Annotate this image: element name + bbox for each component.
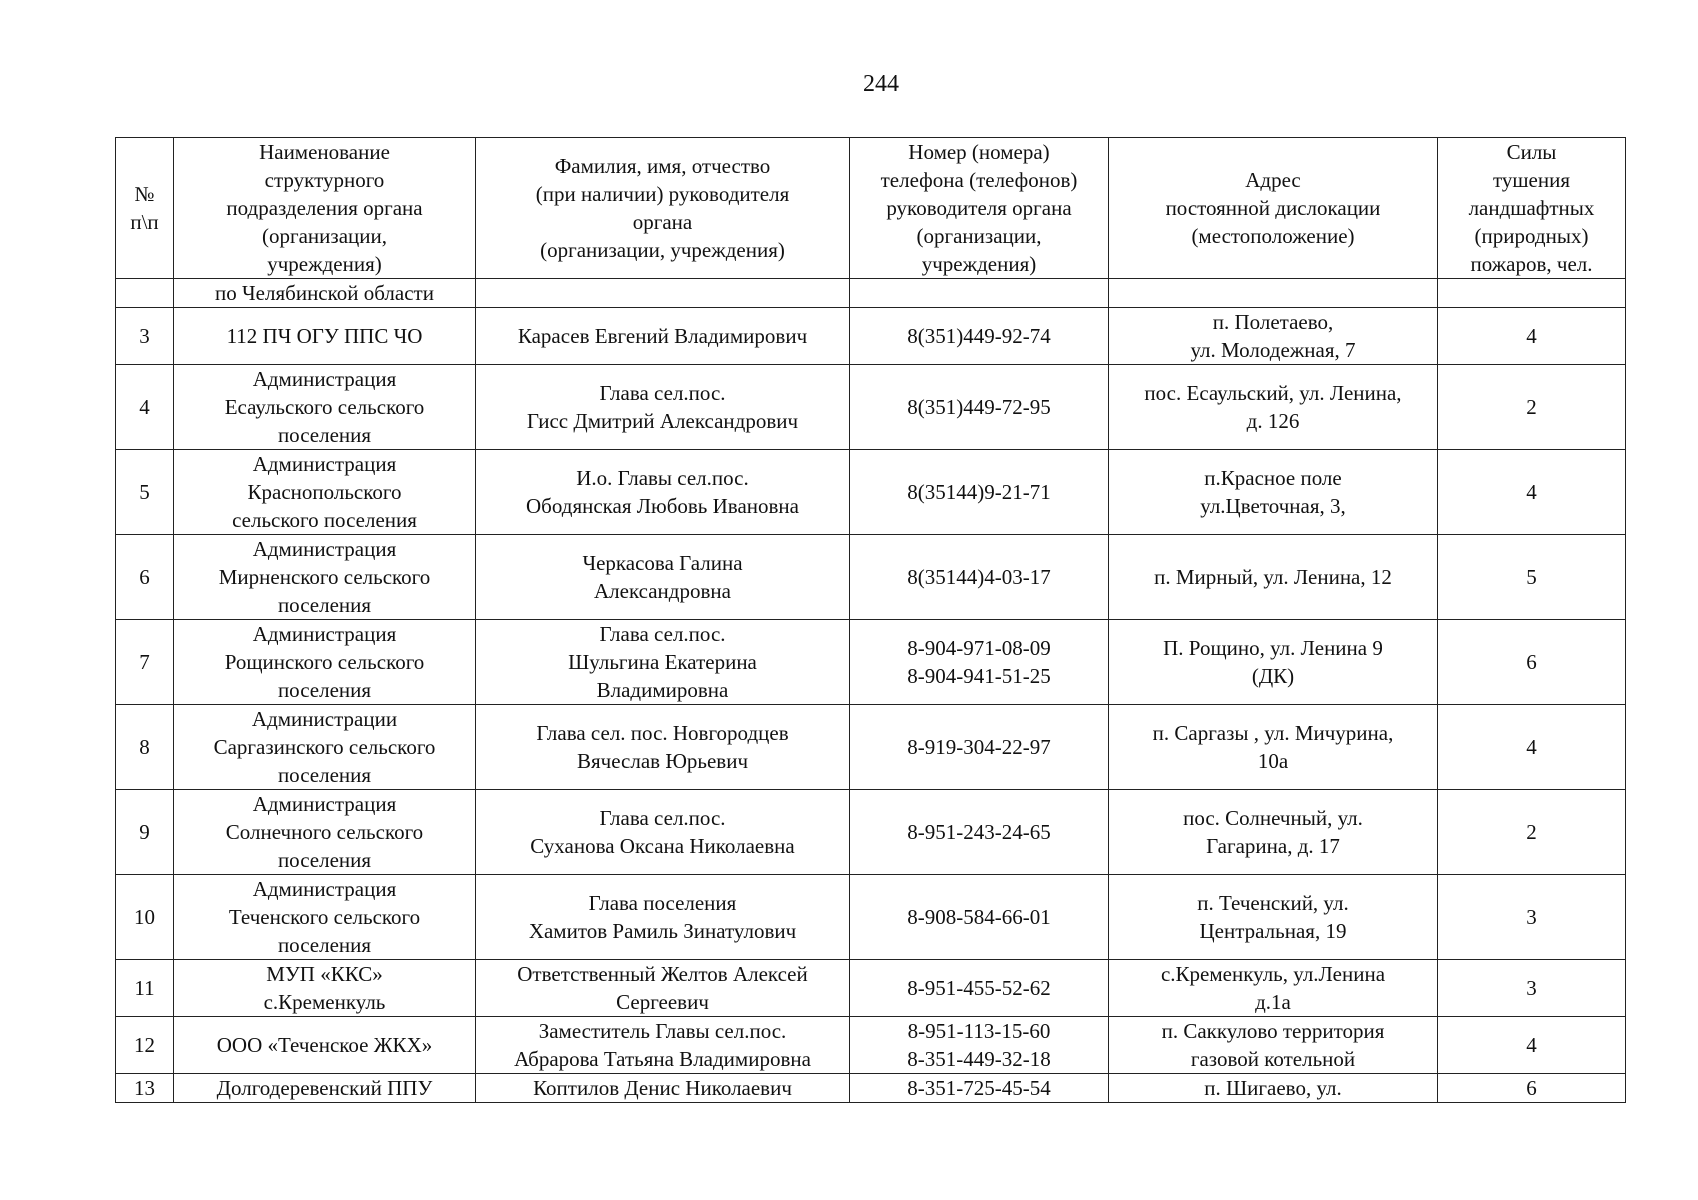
table-row bbox=[116, 535, 1626, 620]
cell-head-name bbox=[476, 279, 850, 308]
cell-unit-name: Администрация Солнечного сельского поселения bbox=[174, 790, 476, 875]
table-row bbox=[116, 1017, 1626, 1074]
cell-address bbox=[1109, 279, 1438, 308]
cell-forces: 2 bbox=[1438, 790, 1626, 875]
cell-number: 13 bbox=[116, 1074, 174, 1103]
table-header-row bbox=[116, 138, 1626, 279]
cell-number: 3 bbox=[116, 308, 174, 365]
cell-forces: 6 bbox=[1438, 620, 1626, 705]
cell-address: п. Шигаево, ул. bbox=[1109, 1074, 1438, 1103]
cell-phone: 8-351-725-45-54 bbox=[850, 1074, 1109, 1103]
cell-address: п. Теченский, ул. Центральная, 19 bbox=[1109, 875, 1438, 960]
table-row-continuation bbox=[116, 279, 1626, 308]
cell-forces bbox=[1438, 279, 1626, 308]
cell-address: п. Саккулово территория газовой котельной bbox=[1109, 1017, 1438, 1074]
cell-forces: 5 bbox=[1438, 535, 1626, 620]
cell-unit-name: ООО «Теченское ЖКХ» bbox=[174, 1017, 476, 1074]
cell-head-name: Глава сел. пос. Новгородцев Вячеслав Юрьевич bbox=[476, 705, 850, 790]
header-unit-name: Наименование структурного подразделения органа (организации, учреждения) bbox=[174, 138, 476, 279]
cell-forces: 3 bbox=[1438, 875, 1626, 960]
table-row bbox=[116, 790, 1626, 875]
cell-head-name: И.о. Главы сел.пос. Ободянская Любовь Ивановна bbox=[476, 450, 850, 535]
cell-number: 5 bbox=[116, 450, 174, 535]
cell-unit-name: Администрация Есаульского сельского поселения bbox=[174, 365, 476, 450]
header-forces: Силы тушения ландшафтных (природных) пожаров, чел. bbox=[1438, 138, 1626, 279]
cell-unit-name: МУП «ККС» с.Кременкуль bbox=[174, 960, 476, 1017]
cell-number: 8 bbox=[116, 705, 174, 790]
cell-forces: 2 bbox=[1438, 365, 1626, 450]
cell-phone: 8-904-971-08-09 8-904-941-51-25 bbox=[850, 620, 1109, 705]
cell-number: 9 bbox=[116, 790, 174, 875]
header-number: № п\п bbox=[116, 138, 174, 279]
cell-address: П. Рощино, ул. Ленина 9 (ДК) bbox=[1109, 620, 1438, 705]
table-row bbox=[116, 875, 1626, 960]
cell-unit-name: Администрация Теченского сельского поселения bbox=[174, 875, 476, 960]
cell-address: п. Полетаево, ул. Молодежная, 7 bbox=[1109, 308, 1438, 365]
cell-address: с.Кременкуль, ул.Ленина д.1а bbox=[1109, 960, 1438, 1017]
cell-unit-name: Администрация Мирненского сельского поселения bbox=[174, 535, 476, 620]
cell-forces: 4 bbox=[1438, 308, 1626, 365]
header-head-name: Фамилия, имя, отчество (при наличии) руководителя органа (организации, учреждения) bbox=[476, 138, 850, 279]
cell-phone: 8(351)449-72-95 bbox=[850, 365, 1109, 450]
cell-unit-name: Администрация Рощинского сельского поселения bbox=[174, 620, 476, 705]
cell-head-name: Заместитель Главы сел.пос. Абрарова Татьяна Владимировна bbox=[476, 1017, 850, 1074]
table-row bbox=[116, 705, 1626, 790]
cell-address: п. Саргазы , ул. Мичурина, 10а bbox=[1109, 705, 1438, 790]
cell-number: 6 bbox=[116, 535, 174, 620]
table-row bbox=[116, 1074, 1626, 1103]
cell-phone bbox=[850, 279, 1109, 308]
cell-number bbox=[116, 279, 174, 308]
cell-unit-name: Администрации Саргазинского сельского поселения bbox=[174, 705, 476, 790]
cell-address: пос. Есаульский, ул. Ленина, д. 126 bbox=[1109, 365, 1438, 450]
cell-forces: 6 bbox=[1438, 1074, 1626, 1103]
page-number: 244 bbox=[863, 71, 899, 97]
fire-forces-table bbox=[115, 137, 1626, 1103]
cell-phone: 8-951-113-15-60 8-351-449-32-18 bbox=[850, 1017, 1109, 1074]
table-row bbox=[116, 620, 1626, 705]
cell-head-name: Карасев Евгений Владимирович bbox=[476, 308, 850, 365]
cell-forces: 4 bbox=[1438, 705, 1626, 790]
cell-phone: 8(35144)4-03-17 bbox=[850, 535, 1109, 620]
cell-phone: 8-951-455-52-62 bbox=[850, 960, 1109, 1017]
cell-head-name: Глава поселения Хамитов Рамиль Зинатулович bbox=[476, 875, 850, 960]
cell-phone: 8-919-304-22-97 bbox=[850, 705, 1109, 790]
cell-forces: 3 bbox=[1438, 960, 1626, 1017]
cell-head-name: Глава сел.пос. Суханова Оксана Николаевна bbox=[476, 790, 850, 875]
cell-unit-name: 112 ПЧ ОГУ ППС ЧО bbox=[174, 308, 476, 365]
cell-number: 4 bbox=[116, 365, 174, 450]
cell-number: 10 bbox=[116, 875, 174, 960]
header-phone: Номер (номера) телефона (телефонов) руководителя органа (организации, учреждения) bbox=[850, 138, 1109, 279]
cell-phone: 8-908-584-66-01 bbox=[850, 875, 1109, 960]
cell-unit-name: по Челябинской области bbox=[174, 279, 476, 308]
table-row bbox=[116, 308, 1626, 365]
cell-address: пос. Солнечный, ул. Гагарина, д. 17 bbox=[1109, 790, 1438, 875]
cell-number: 12 bbox=[116, 1017, 174, 1074]
cell-phone: 8(35144)9-21-71 bbox=[850, 450, 1109, 535]
cell-head-name: Коптилов Денис Николаевич bbox=[476, 1074, 850, 1103]
header-address: Адрес постоянной дислокации (местоположение) bbox=[1109, 138, 1438, 279]
cell-number: 7 bbox=[116, 620, 174, 705]
cell-head-name: Глава сел.пос. Гисс Дмитрий Александрович bbox=[476, 365, 850, 450]
table-row bbox=[116, 450, 1626, 535]
cell-phone: 8(351)449-92-74 bbox=[850, 308, 1109, 365]
cell-address: п. Мирный, ул. Ленина, 12 bbox=[1109, 535, 1438, 620]
cell-head-name: Глава сел.пос. Шульгина Екатерина Владимировна bbox=[476, 620, 850, 705]
cell-forces: 4 bbox=[1438, 1017, 1626, 1074]
cell-unit-name: Долгодеревенский ППУ bbox=[174, 1074, 476, 1103]
cell-forces: 4 bbox=[1438, 450, 1626, 535]
cell-number: 11 bbox=[116, 960, 174, 1017]
cell-head-name: Ответственный Желтов Алексей Сергеевич bbox=[476, 960, 850, 1017]
cell-phone: 8-951-243-24-65 bbox=[850, 790, 1109, 875]
cell-address: п.Красное поле ул.Цветочная, 3, bbox=[1109, 450, 1438, 535]
cell-unit-name: Администрация Краснопольского сельского поселения bbox=[174, 450, 476, 535]
table-row bbox=[116, 365, 1626, 450]
cell-head-name: Черкасова Галина Александровна bbox=[476, 535, 850, 620]
table-row bbox=[116, 960, 1626, 1017]
